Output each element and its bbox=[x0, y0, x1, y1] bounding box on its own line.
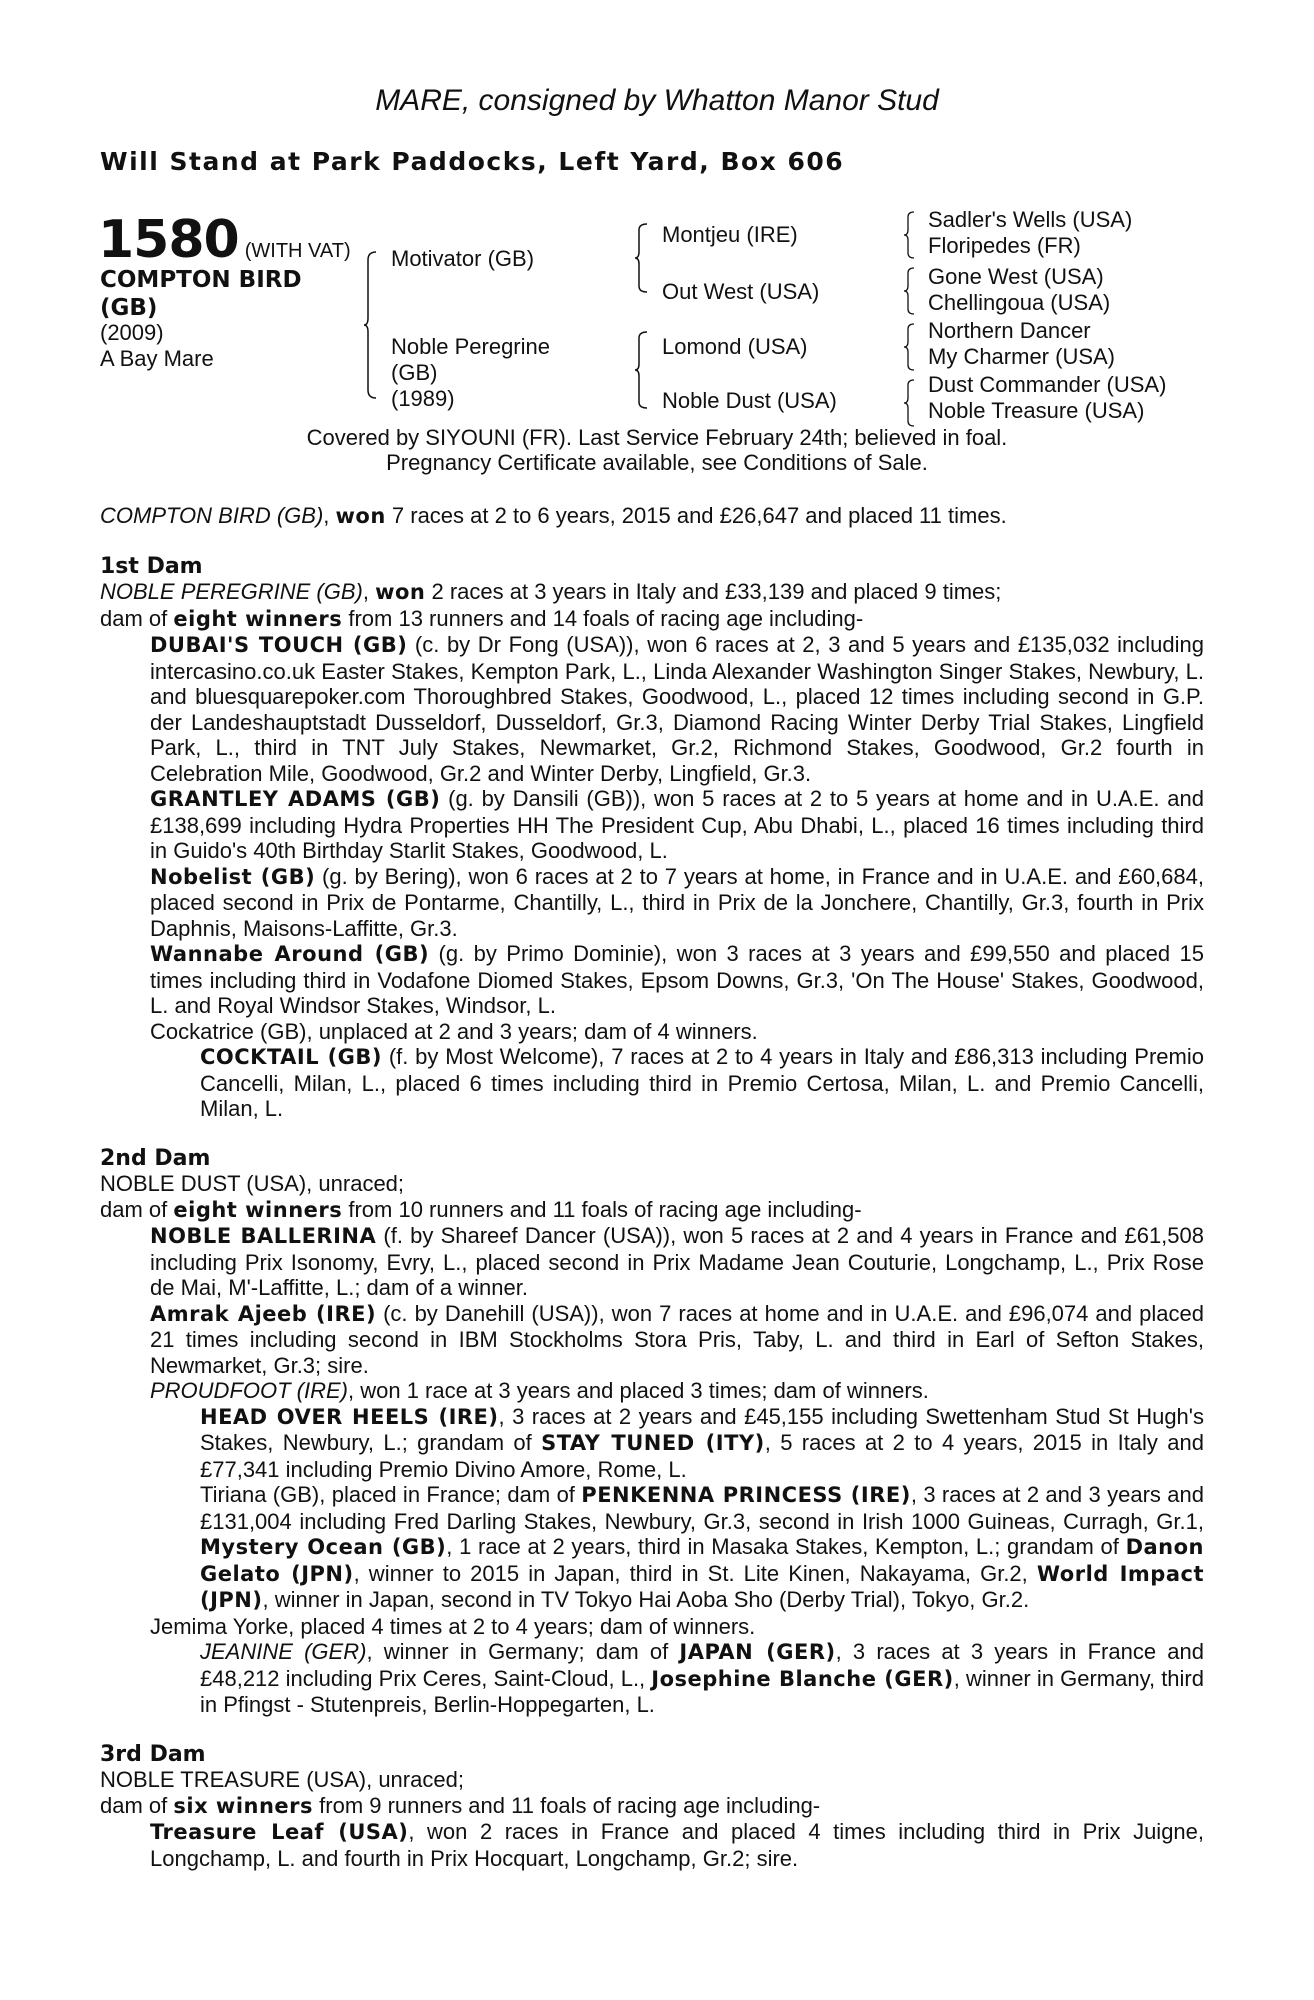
produce-entry bbox=[100, 1482, 1204, 1614]
produce-name: Mystery Ocean (GB) bbox=[200, 1535, 447, 1559]
produce-entry bbox=[100, 1223, 1204, 1301]
lot-header bbox=[98, 210, 351, 270]
first-dam-won: won bbox=[375, 580, 426, 604]
produce-entry bbox=[100, 1404, 1204, 1483]
dam-sire: Lomond (USA) bbox=[662, 334, 808, 359]
produce-entry bbox=[100, 1044, 1204, 1122]
produce-details: , 3 races at 2 years and £45,155 including Swettenham Stud St Hugh's Stakes, Newbury, L.; grandam of bbox=[200, 1403, 1204, 1455]
produce-details: , won 1 race at 3 years and placed 3 times; dam of winners. bbox=[348, 1378, 929, 1403]
third-dam-produce-line bbox=[100, 1793, 1204, 1820]
first-dam-text: 2 races at 3 years in Italy and £33,139 and placed 9 times; bbox=[425, 579, 1002, 604]
produce-details: , 5 races at 2 to 4 years, 2015 in Italy and £77,341 including Premio Divino Amore, Rome, L. bbox=[200, 1430, 1204, 1482]
second-dam-line: NOBLE DUST (USA), unraced; bbox=[100, 1171, 405, 1196]
produce-winners: eight winners bbox=[173, 1197, 343, 1222]
produce-entry bbox=[100, 1378, 1204, 1404]
produce-name: NOBLE BALLERINA bbox=[150, 1224, 377, 1248]
produce-name: HEAD OVER HEELS (IRE) bbox=[200, 1404, 499, 1429]
vat-note: (WITH VAT) bbox=[244, 240, 351, 262]
first-dam-heading: 1st Dam bbox=[100, 553, 203, 579]
ggsire-4: Dust Commander (USA) bbox=[928, 372, 1167, 397]
horse-name: COMPTON BIRD (GB) bbox=[100, 267, 302, 321]
produce-name: Amrak Ajeeb (IRE) bbox=[150, 1301, 377, 1326]
produce-name: PROUDFOOT (IRE) bbox=[150, 1378, 348, 1403]
produce-details: (g. by Bering), won 6 races at 2 to 7 years at home, in France and in U.A.E. and £60,684, placed second in Prix de Pontarme, Chantilly, L., third in Prix de la Jonchere, Chantilly, Gr.3, fourth in Prix Daphnis, Maisons-Laffitte, Gr.3. bbox=[150, 863, 1204, 941]
produce-entry bbox=[100, 941, 1204, 1019]
produce-details: , 3 races at 2 and 3 years and £131,004 including Fred Darling Stakes, Newbury, Gr.3, second in Irish 1000 Guineas, Curragh, Gr.1, bbox=[200, 1482, 1205, 1534]
sire-dam: Out West (USA) bbox=[662, 279, 820, 304]
produce-entry bbox=[100, 1301, 1204, 1379]
produce-name: STAY TUNED (ITY) bbox=[541, 1431, 765, 1455]
produce-entry bbox=[100, 1019, 1204, 1045]
covered-by-line: Covered by SIYOUNI (FR). Last Service February 24th; believed in foal. bbox=[306, 425, 1008, 450]
produce-details: (g. by Dansili (GB)), won 5 races at 2 to 5 years at home and in U.A.E. and £138,699 including Hydra Properties HH The President Cup, Abu Dhabi, L., placed 16 times including third in Guido's 40th Birthday Starlit Stakes, Goodwood, L. bbox=[150, 786, 1204, 863]
produce-text: from 9 runners and 11 foals of racing age including- bbox=[313, 1792, 821, 1818]
stand-location: Will Stand at Park Paddocks, Left Yard, Box 606 bbox=[100, 147, 845, 176]
ggsire-3: Northern Dancer bbox=[928, 318, 1091, 343]
second-dam-heading: 2nd Dam bbox=[100, 1145, 211, 1171]
dam-year: (1989) bbox=[391, 386, 455, 411]
produce-winners: eight winners bbox=[173, 606, 343, 631]
produce-name: COCKTAIL (GB) bbox=[200, 1045, 383, 1069]
summary-text: 7 races at 2 to 6 years, 2015 and £26,647 and placed 11 times. bbox=[385, 503, 1007, 528]
produce-entry bbox=[100, 1639, 1204, 1718]
produce-details: , winner in Germany, third in Pfingst - Stutenpreis, Berlin-Hoppegarten, L. bbox=[200, 1665, 1204, 1717]
produce-details: , winner in Germany; dam of bbox=[366, 1639, 680, 1664]
pedigree-brace-main bbox=[364, 250, 378, 400]
produce-entry bbox=[100, 1614, 1204, 1640]
produce-name: PENKENNA PRINCESS (IRE) bbox=[581, 1483, 911, 1507]
produce-details: (f. by Shareef Dancer (USA)), won 5 races at 2 and 4 years in France and £61,508 including Prix Isonomy, Evry, L., placed second in Prix Madame Jean Couturie, Longchamp, L., Prix Rose de Mai, M'-Laffitte, L.; dam of a winner. bbox=[150, 1223, 1205, 1300]
ggdam-3: My Charmer (USA) bbox=[928, 344, 1116, 369]
ggdam-4: Noble Treasure (USA) bbox=[928, 398, 1145, 423]
produce-details: , won 2 races in France and placed 4 times including third in Prix Juigne, Longchamp, L. and fourth in Prix Hocquart, Longchamp, Gr.2; sire. bbox=[150, 1819, 1205, 1871]
produce-name: World Impact (JPN) bbox=[200, 1561, 1204, 1612]
produce-winners: six winners bbox=[173, 1793, 314, 1818]
ggsire-1: Sadler's Wells (USA) bbox=[928, 207, 1133, 232]
produce-entry bbox=[100, 1819, 1204, 1871]
third-dam-line: NOBLE TREASURE (USA), unraced; bbox=[100, 1767, 464, 1792]
first-dam-line: NOBLE PEREGRINE (GB), won 2 races at 3 years in Italy and £33,139 and placed 9 times; bbox=[100, 579, 1002, 604]
produce-name: JEANINE (GER) bbox=[200, 1639, 367, 1664]
produce-details: , 3 races at 3 years in France and £48,212 including Prix Ceres, Saint-Cloud, L., bbox=[200, 1639, 1204, 1691]
dam-country: (GB) bbox=[391, 360, 438, 385]
dam: Noble Peregrine bbox=[391, 334, 550, 359]
third-dam-heading: 3rd Dam bbox=[100, 1741, 206, 1767]
pedigree-brace-dam bbox=[635, 330, 649, 410]
pedigree-brace-g3 bbox=[904, 322, 916, 372]
produce-prefix: dam of bbox=[100, 605, 174, 631]
ggdam-2: Chellingoua (USA) bbox=[928, 290, 1111, 315]
produce-details: (c. by Dr Fong (USA)), won 6 races at 2, 3 and 5 years and £135,032 including intercasino.co.uk Easter Stakes, Kempton Park, L., Linda Alexander Washington Singer Stakes, Newbury, L. and bluesquarepoker.com Thoroughbred Stakes, Goodwood, L., placed 12 times including second in G.P. der Landeshauptstadt Dusseldorf, Dusseldorf, Gr.3, Diamond Racing Winter Derby Trial Stakes, Lingfield Park, L., third in TNT July Stakes, Newmarket, Gr.2, Richmond Stakes, Goodwood, Gr.2 fourth in Celebration Mile, Goodwood, Gr.2 and Winter Derby, Lingfield, Gr.3. bbox=[150, 632, 1205, 786]
produce-name: Wannabe Around (GB) bbox=[150, 942, 430, 966]
first-dam-produce-line bbox=[100, 606, 1204, 633]
pedigree-brace-g2 bbox=[904, 266, 916, 316]
produce-text: from 13 runners and 14 foals of racing age including- bbox=[342, 605, 864, 631]
pedigree-brace-g4 bbox=[904, 378, 916, 428]
produce-details: , winner in Japan, second in TV Tokyo Hai Aoba Sho (Derby Trial), Tokyo, Gr.2. bbox=[262, 1587, 1030, 1612]
produce-details: Jemima Yorke, placed 4 times at 2 to 4 years; dam of winners. bbox=[150, 1613, 756, 1639]
produce-name: Danon Gelato (JPN) bbox=[200, 1535, 1204, 1586]
second-dam-produce-line bbox=[100, 1197, 1204, 1224]
produce-name: DUBAI'S TOUCH (GB) bbox=[150, 633, 408, 657]
summary-horse-name: COMPTON BIRD (GB) bbox=[100, 503, 324, 528]
produce-details: Tiriana (GB), placed in France; dam of bbox=[200, 1482, 582, 1507]
first-dam-name: NOBLE PEREGRINE (GB) bbox=[100, 579, 363, 604]
dam-dam: Noble Dust (USA) bbox=[662, 388, 837, 413]
produce-prefix: dam of bbox=[100, 1196, 174, 1222]
produce-name: Treasure Leaf (USA) bbox=[150, 1820, 409, 1844]
produce-name: GRANTLEY ADAMS (GB) bbox=[150, 787, 441, 811]
pedigree-brace-sire bbox=[635, 222, 649, 294]
summary-won: won bbox=[335, 504, 386, 528]
produce-name: JAPAN (GER) bbox=[679, 1640, 836, 1664]
lot-number: 1580 bbox=[98, 210, 239, 270]
produce-entry bbox=[100, 786, 1204, 864]
ggsire-2: Gone West (USA) bbox=[928, 264, 1104, 289]
produce-entry bbox=[100, 632, 1204, 786]
produce-details: , winner to 2015 in Japan, third in St. Lite Kinen, Nakayama, Gr.2, bbox=[353, 1560, 1037, 1586]
produce-details: Cockatrice (GB), unplaced at 2 and 3 years; dam of 4 winners. bbox=[150, 1018, 758, 1044]
summary-line: COMPTON BIRD (GB), won 7 races at 2 to 6 years, 2015 and £26,647 and placed 11 times. bbox=[100, 503, 1007, 528]
page-title: MARE, consigned by Whatton Manor Stud bbox=[375, 84, 939, 117]
pedigree-brace-g1 bbox=[904, 210, 916, 260]
horse-year: (2009) bbox=[100, 320, 164, 345]
race-record-section bbox=[100, 503, 1204, 1871]
sire-sire: Montjeu (IRE) bbox=[662, 222, 798, 247]
pregnancy-certificate-line: Pregnancy Certificate available, see Conditions of Sale. bbox=[386, 450, 928, 475]
ggdam-1: Floripedes (FR) bbox=[928, 233, 1081, 258]
produce-entry bbox=[100, 864, 1204, 942]
produce-details: (c. by Danehill (USA)), won 7 races at home and in U.A.E. and £96,074 and placed 21 times including second in IBM Stockholms Stora Pris, Taby, L. and third in Earl of Sefton Stakes, Newmarket, Gr.3; sire. bbox=[150, 1300, 1204, 1378]
produce-name: Josephine Blanche (GER) bbox=[651, 1666, 954, 1691]
produce-details: (f. by Most Welcome), 7 races at 2 to 4 years in Italy and £86,313 including Premio Cancelli, Milan, L., placed 6 times including third in Premio Certosa, Milan, L. and Premio Cancelli, Milan, L. bbox=[200, 1044, 1204, 1121]
horse-description: A Bay Mare bbox=[100, 346, 214, 371]
sire: Motivator (GB) bbox=[391, 246, 535, 271]
produce-name: Nobelist (GB) bbox=[150, 864, 316, 889]
produce-details: , 1 race at 2 years, third in Masaka Stakes, Kempton, L.; grandam of bbox=[446, 1534, 1126, 1559]
produce-details: (g. by Primo Dominie), won 3 races at 3 years and £99,550 and placed 15 times including third in Vodafone Diomed Stakes, Epsom Downs, Gr.3, 'On The House' Stakes, Goodwood, L. and Royal Windsor Stakes, Windsor, L. bbox=[150, 941, 1204, 1018]
produce-prefix: dam of bbox=[100, 1792, 174, 1818]
produce-text: from 10 runners and 11 foals of racing age including- bbox=[342, 1196, 862, 1222]
